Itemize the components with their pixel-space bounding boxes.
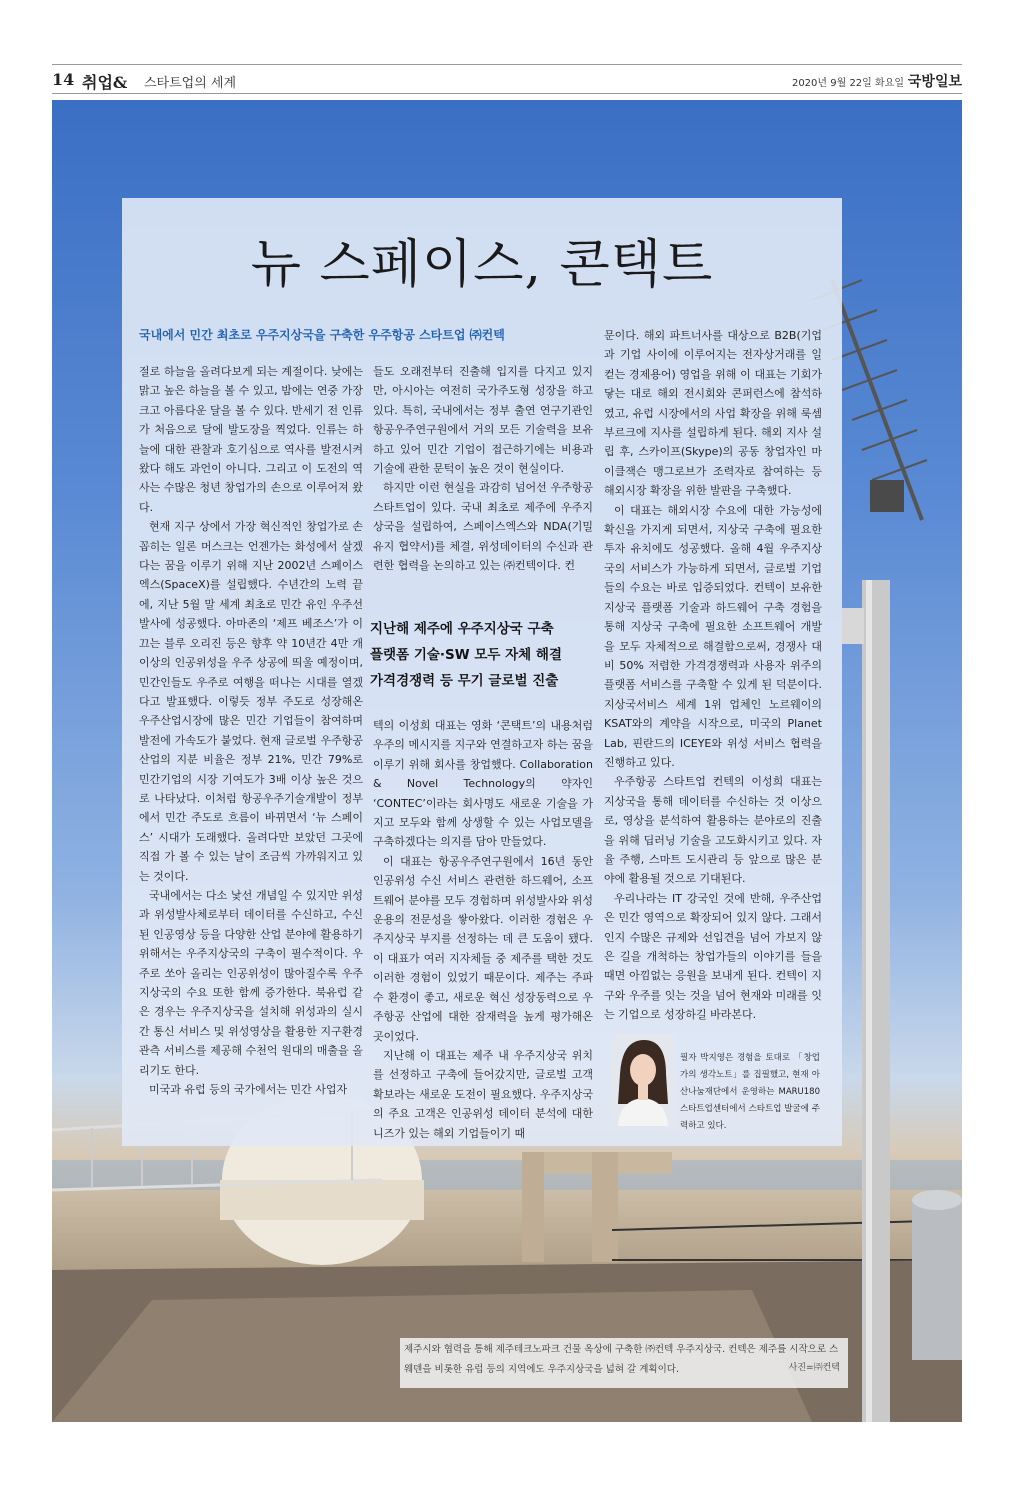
- pull-quote-line: 플랫폼 기술·SW 모두 자체 해결: [370, 647, 562, 663]
- photo-caption: 제주시와 협력을 통해 제주테크노파크 건물 옥상에 구축한 ㈜컨텍 우주지상국. 컨텍은 제주를 시작으로 스웨덴을 비롯한 유럽 등의 지역에도 우주지상국을 넓혀 갈 계획이다.: [404, 1344, 839, 1375]
- paragraph: 현재 지구 상에서 가장 혁신적인 창업가로 손꼽히는 일론 머스크는 언젠가는 화성에서 살겠다는 꿈을 이루기 위해 지난 2002년 스페이스엑스(SpaceX)를 설립했다. 수년간의 노력 끝에, 지난 5월 말 세계 최초로 민간 유인 우주선 발사에 성공했다. 아마존의 ‘제프 베조스’가 이끄는 블루 오리진 등은 향후 약 10년간 4만 개 이상의 인공위성을 우주 상공에 띄울 예정이며, 민간인들도 우주로 여행을 떠나는 시대를 열겠다고 발표했다. 이렇듯 정부 주도로 성장해온 우주산업시장에 많은 민간 기업들이 참여하며 발전에 가속도가 붙었다. 현재 글로벌 우주항공산업의 지분 비율은 정부 21%, 민간 79%로 민간기업의 시장 기여도가 3배 이상 높은 것으로 나타났다. 이처럼 항공우주기술개발이 정부에서 민간 주도로 흐름이 바뀌면서 ‘뉴 스페이스’ 시대가 도래했다. 올려다만 보았던 그곳에 직접 가 볼 수 있는 날이 조금씩 가까워지고 있는 것이다.: [139, 520, 363, 883]
- issue-date: 2020년 9월 22일 화요일: [791, 78, 904, 89]
- pull-quote-line: 지난해 제주에 우주지상국 구축: [370, 621, 554, 637]
- paragraph: 지난해 이 대표는 제주 내 우주지상국 위치를 선정하고 구축에 들어갔지만, 글로벌 고객 확보라는 새로운 도전이 필요했다. 우주지상국의 주요 고객은 인공위성 데이터 분석에 대한 니즈가 있는 해외 기업들이기 때: [373, 1048, 593, 1140]
- paragraph: 하지만 이런 현실을 과감히 넘어선 우주항공 스타트업이 있다. 국내 최초로 제주에 우주지상국을 설립하여, 스페이스엑스와 NDA(기밀유지 협약서)를 체결, 위성데이터의 수신과 관련한 협력을 논의하고 있는 ㈜컨텍이다. 컨: [373, 481, 593, 573]
- paragraph: 우주항공 스타트업 컨텍의 이성희 대표는 지상국을 통해 데이터를 수신하는 것 이상으로, 영상을 분석하여 활용하는 분야로의 진출을 위해 딥러닝 기술을 고도화시키고 있다. 자율 주행, 스마트 도시관리 등 앞으로 많은 분야에 활용될 것으로 기대된다.: [604, 775, 822, 886]
- article-subtitle: 국내에서 민간 최초로 우주지상국을 구축한 우주항공 스타트업 ㈜컨텍: [139, 328, 505, 342]
- page-number: 14: [52, 70, 75, 89]
- section-title: 취업&: [82, 73, 128, 92]
- page-header: [52, 66, 962, 94]
- author-portrait: [612, 1034, 674, 1126]
- article-column-3: [604, 326, 822, 1025]
- subsection-title: 스타트업의 세계: [144, 76, 237, 91]
- header-rule-top: [52, 64, 962, 65]
- newspaper-brand: 국방일보: [907, 74, 962, 90]
- author-bio: 필자 박지영은 경험을 토대로 「창업가의 생각노트」를 집필했고, 현재 아산나눔재단에서 운영하는 MARU180 스타트업센터에서 스타트업 발굴에 주력하고 있다.: [680, 1053, 820, 1131]
- paragraph: 이 대표는 항공우주연구원에서 16년 동안 인공위성 수신 서비스 관련한 하드웨어, 소프트웨어 분야를 모두 경험하며 위성발사와 위성운용의 전문성을 쌓아왔다. 이러한 경험은 우주지상국 부지를 선정하는 데 큰 도움이 됐다. 이 대표가 여러 지자체들 중 제주를 택한 것도 이러한 경험이 있었기 때문이다. 제주는 주파수 환경이 좋고, 새로운 혁신 성장동력으로 우주항공 산업에 대한 잠재력을 높게 평가해온 곳이었다.: [373, 854, 593, 1043]
- paragraph: 미국과 유럽 등의 국가에서는 민간 사업자: [149, 1083, 348, 1097]
- pull-quote-line: 가격경쟁력 등 무기 글로벌 진출: [370, 673, 559, 689]
- paragraph: 국내에서는 다소 낯선 개념일 수 있지만 위성과 위성발사체로부터 데이터를 수신하고, 수신된 인공영상 등을 다양한 산업 분야에 활용하기 위해서는 우주지상국의 구축이 필수적이다. 우주로 쏘아 올리는 인공위성이 많아질수록 우주지상국의 수요 또한 함께 증가한다. 북유럽 같은 경우는 우주지상국을 설치해 위성과의 실시간 통신 서비스 및 위성영상을 활용한 지구환경 관측 서비스를 제공해 수천억 원대의 매출을 올리기도 한다.: [139, 888, 363, 1077]
- paragraph: 들도 오래전부터 진출해 입지를 다지고 있지만, 아시아는 여전히 국가주도형 성장을 하고 있다. 특히, 국내에서는 정부 출연 연구기관인 항공우주연구원에서 거의 모든 기술력을 보유하고 있어 민간 기업이 접근하기에는 비용과 기술에 관한 문턱이 높은 것이 현실이다.: [373, 365, 593, 476]
- photo-credit: 사진=㈜컨텍: [788, 1363, 840, 1373]
- header-rule-bottom: [52, 93, 962, 94]
- paragraph: 절로 하늘을 올려다보게 되는 계절이다. 낮에는 맑고 높은 하늘을 볼 수 있고, 밤에는 연중 가장 크고 아름다운 달을 볼 수 있다. 반세기 전 인류가 처음으로 달에 발도장을 찍었다. 인류는 하늘에 대한 관찰과 호기심으로 역사를 발전시켜 왔다 해도 과언이 아니다. 그리고 이 도전의 역사는 수많은 청년 창업가의 손으로 이루어져 왔다.: [139, 365, 363, 514]
- article-column-2-continued: [373, 716, 593, 1143]
- article-column-2: [373, 362, 593, 575]
- paragraph: 이 대표는 해외시장 수요에 대한 가능성에 확신을 가지게 되면서, 지상국 구축에 필요한 투자 유치에도 성공했다. 올해 4월 우주지상국의 서비스가 가능하게 되면서, 글로벌 기업들의 수요는 바로 입증되었다. 컨텍이 보유한 지상국 플랫폼 기술과 하드웨어 구축 경험을 통해 지상국 구축에 필요한 소프트웨어 개발을 모두 자체적으로 해결함으로써, 경쟁사 대비 50% 저렴한 가격경쟁력과 사용자 위주의 플랫폼 서비스를 구축할 수 있게 된 덕분이다. 지상국서비스 세계 1위 업체인 노르웨이의 KSAT와의 계약을 시작으로, 미국의 Planet Lab, 핀란드의 ICEYE와 위성 서비스 협력을 진행하고 있다.: [604, 503, 822, 769]
- article-column-1: [139, 362, 363, 1099]
- pull-quote: [370, 616, 594, 694]
- paragraph: 문이다. 해외 파트너사를 대상으로 B2B(기업과 기업 사이에 이루어지는 전자상거래를 일컫는 경제용어) 영업을 위해 이 대표는 기회가 닿는 대로 해외 전시회와 콘퍼런스에 참석하였고, 유럽 시장에서의 사업 확장을 위해 룩셈부르크에 지사를 설립하게 된다. 해외 지사 설립 후, 스카이프(Skype)의 공동 창업자인 마이클잭슨 맹그로브가 조력자로 참여하는 등 해외시장 확장을 위한 발판을 구축했다.: [604, 329, 822, 498]
- article-title: 뉴 스페이스, 콘택트: [250, 235, 714, 295]
- paragraph: 텍의 이성희 대표는 영화 ‘콘택트’의 내용처럼 우주의 메시지를 지구와 연결하고자 하는 꿈을 이루기 위해 회사를 창업했다. Collaboration & Novel Technology의 약자인 ‘CONTEC’이라는 회사명도 새로운 기술을 가지고 모두와 함께 상생할 수 있는 사업모델을 구축하겠다는 의지를 담아 만들었다.: [373, 719, 593, 849]
- paragraph: 우리나라는 IT 강국인 것에 반해, 우주산업은 민간 영역으로 확장되어 있지 않다. 그래서인지 수많은 규제와 선입견을 넘어 가보지 않은 길을 개척하는 창업가들의 이야기를 들을 때면 아낌없는 응원을 보내게 된다. 컨텍이 지구와 우주를 잇는 것을 넘어 현재와 미래를 잇는 기업으로 성장하길 바라본다.: [604, 891, 822, 1022]
